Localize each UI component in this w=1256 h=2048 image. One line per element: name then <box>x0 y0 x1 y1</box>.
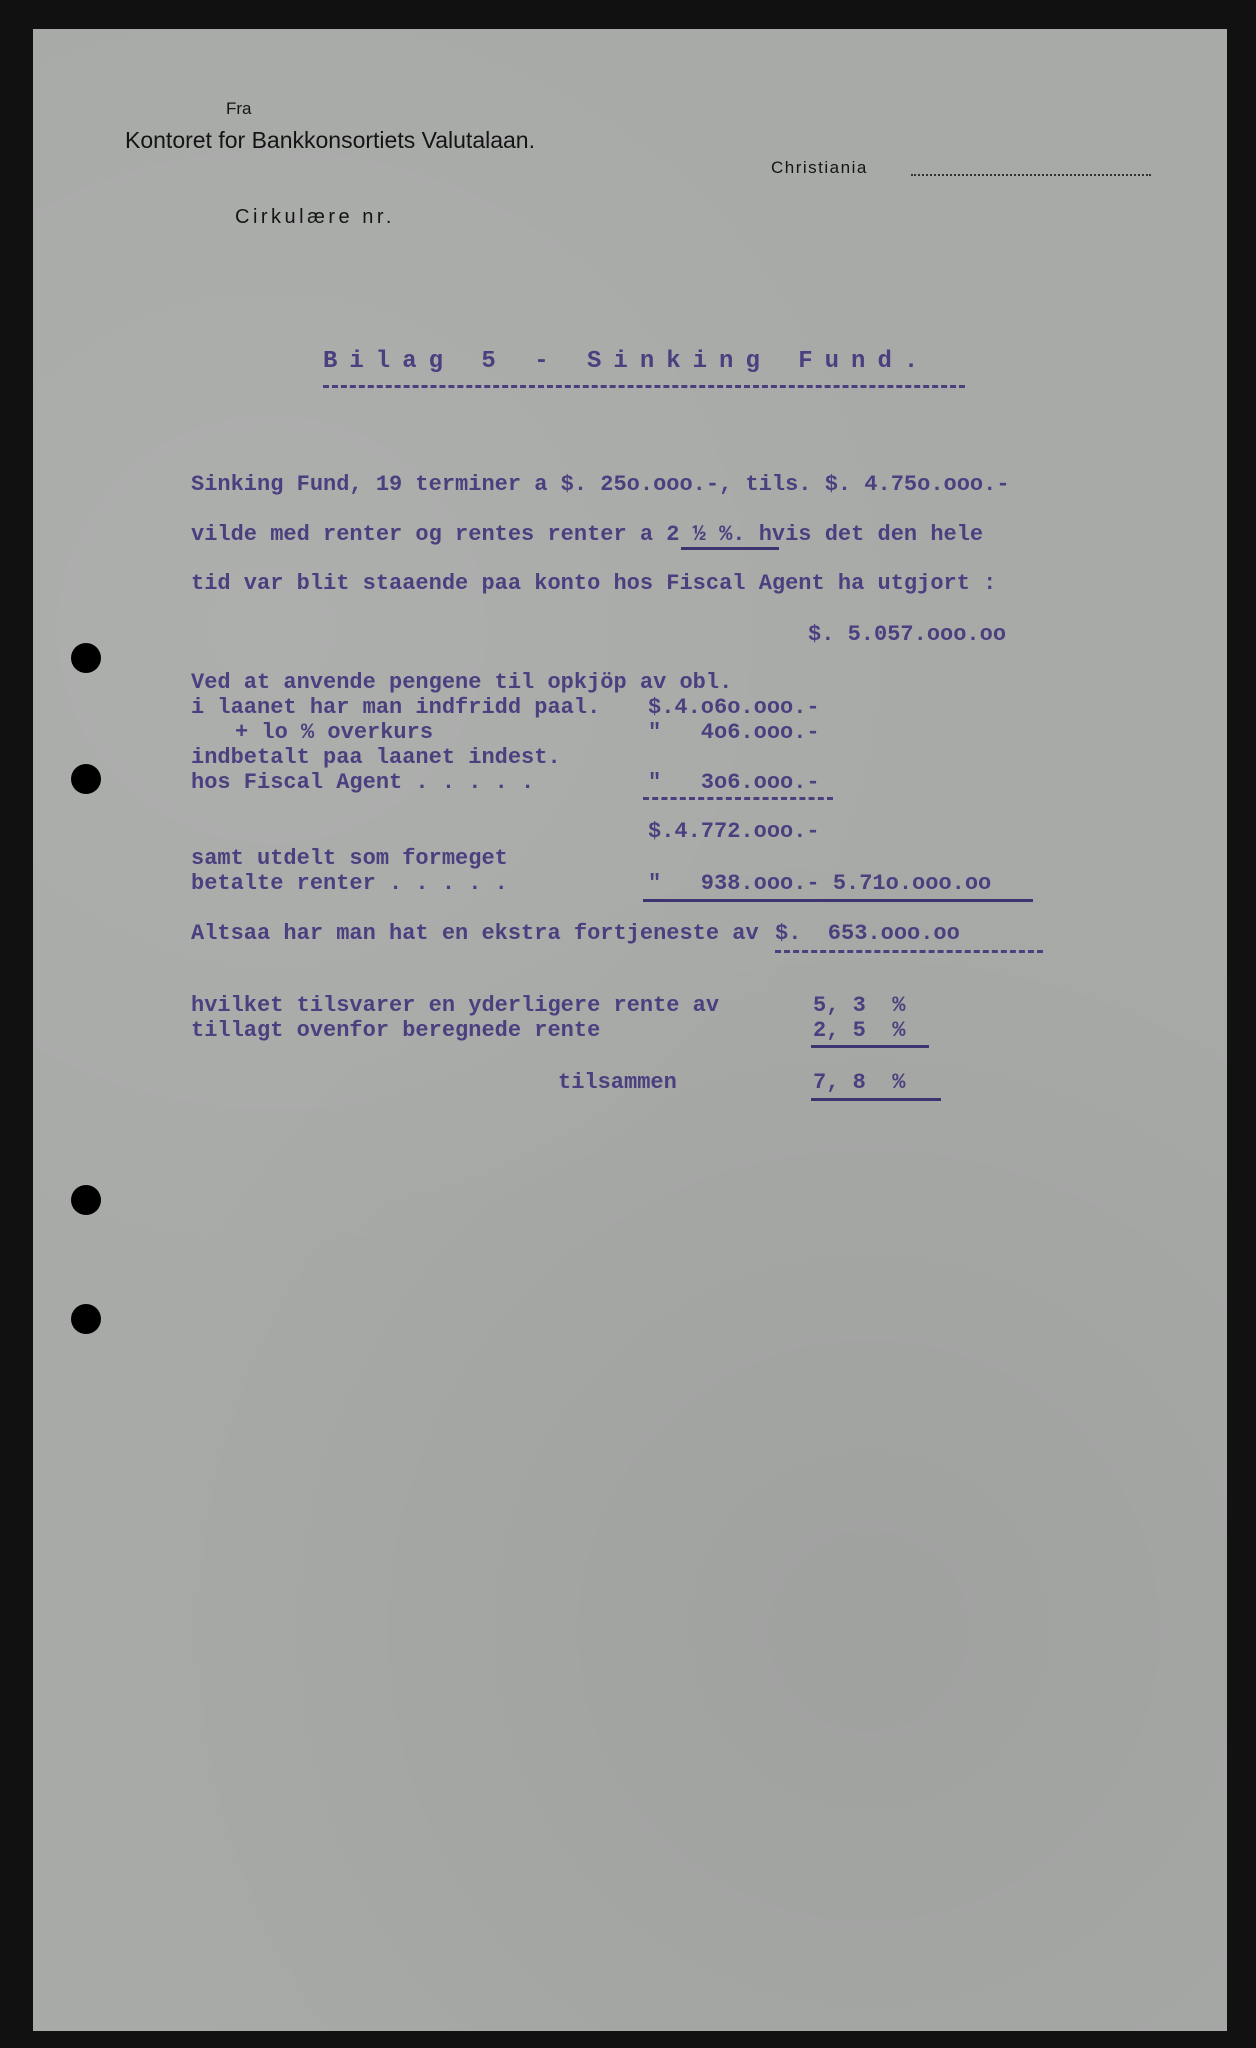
date-dotted-line <box>911 174 1151 176</box>
city-label: Christiania <box>771 158 868 177</box>
calc-line-8: Altsaa har man hat en ekstra fortjeneste av <box>191 921 759 946</box>
calc-underline-3 <box>775 950 1043 953</box>
rate-value-3: 7, 8 % <box>813 1070 906 1095</box>
calc-line-2: i laanet har man indfridd paal. <box>191 695 601 720</box>
calc-line-1: Ved at anvende pengene til opkjöp av obl. <box>191 670 733 695</box>
calc-value-3: " 4o6.ooo.- <box>648 720 820 745</box>
rate-underline-2 <box>811 1045 929 1048</box>
calc-underline-2 <box>643 899 1033 902</box>
calc-subtotal: $.4.772.ooo.- <box>648 819 820 844</box>
intro-line-2: vilde med renter og rentes renter a 2 ½ %. hvis det den hele <box>191 522 984 547</box>
calc-line-3: + lo % overkurs <box>235 720 434 745</box>
intro-line-3: tid var blit staaende paa konto hos Fiscal Agent ha utgjort : <box>191 571 997 596</box>
calc-underline-1 <box>643 797 833 800</box>
punch-hole-3 <box>71 1185 101 1215</box>
rate-line-3: tilsammen <box>558 1070 677 1095</box>
circular-label: Cirkulære nr. <box>235 206 395 228</box>
calc-line-6: samt utdelt som formeget <box>191 846 508 871</box>
rate-value-2: 2, 5 % <box>813 1018 906 1043</box>
rate-underline-3 <box>811 1098 941 1101</box>
calc-value-2: $.4.o6o.ooo.- <box>648 695 820 720</box>
rate-value-1: 5, 3 % <box>813 993 906 1018</box>
calc-value-8: $. 653.ooo.oo <box>775 921 960 946</box>
punch-hole-2 <box>71 764 101 794</box>
intro-total: $. 5.057.ooo.oo <box>808 622 1007 647</box>
rate-line-1: hvilket tilsvarer en yderligere rente av <box>191 993 720 1018</box>
intro-line-1: Sinking Fund, 19 terminer a $. 25o.ooo.-, tils. $. 4.75o.ooo.- <box>191 472 1010 497</box>
from-label: Fra <box>226 99 252 118</box>
page-title: Bilag 5 - Sinking Fund. <box>323 348 931 375</box>
office-name: Kontoret for Bankkonsortiets Valutalaan. <box>125 127 535 153</box>
calc-line-7: betalte renter . . . . . <box>191 871 508 896</box>
rate-underline <box>681 547 779 550</box>
calc-line-4: indbetalt paa laanet indest. <box>191 745 561 770</box>
title-underline <box>323 385 965 388</box>
document-sheet <box>33 29 1227 2031</box>
calc-value-5: " 3o6.ooo.- <box>648 770 820 795</box>
calc-value-7: " 938.ooo.- 5.71o.ooo.oo <box>648 871 992 896</box>
calc-line-5: hos Fiscal Agent . . . . . <box>191 770 535 795</box>
rate-line-2: tillagt ovenfor beregnede rente <box>191 1018 601 1043</box>
punch-hole-1 <box>71 643 101 673</box>
punch-hole-4 <box>71 1304 101 1334</box>
